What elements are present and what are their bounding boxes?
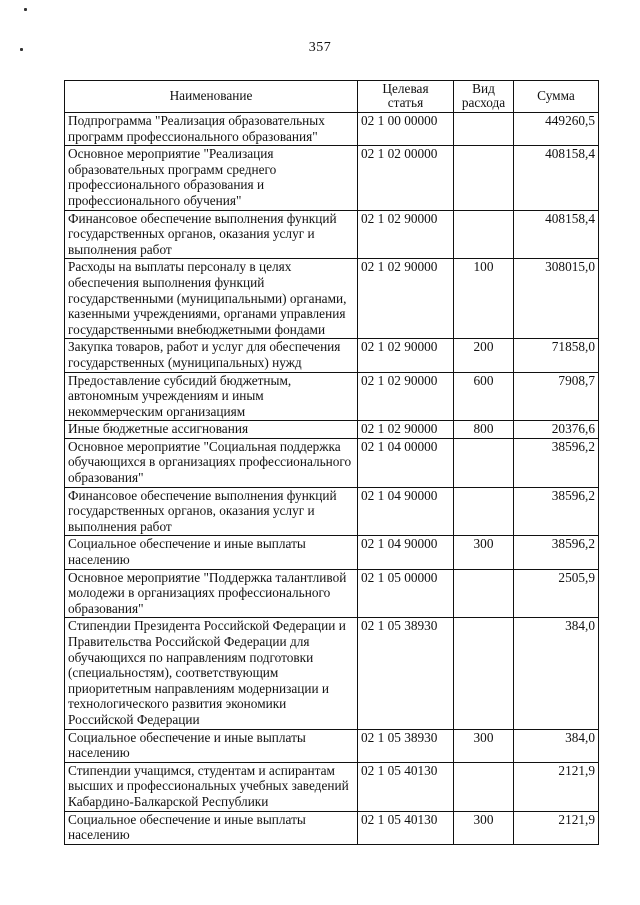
row-target-article: 02 1 04 00000 <box>358 438 454 487</box>
header-code-line1: Целевая <box>382 81 429 96</box>
row-name: Финансовое обеспечение выполнения функций государственных органов, оказания услуг и выполнения работ <box>65 210 358 259</box>
row-target-article: 02 1 04 90000 <box>358 536 454 569</box>
scan-speck <box>24 8 27 11</box>
row-target-article: 02 1 02 90000 <box>358 372 454 421</box>
row-target-article: 02 1 05 38930 <box>358 618 454 729</box>
header-sum <box>514 81 599 113</box>
row-expense-type <box>454 113 514 146</box>
row-name: Предоставление субсидий бюджетным, автономным учреждениям и иным некоммерческим организациям <box>65 372 358 421</box>
table-row <box>65 259 599 339</box>
row-sum: 38596,2 <box>514 438 599 487</box>
row-target-article: 02 1 05 40130 <box>358 811 454 844</box>
table-header-row <box>65 81 599 113</box>
row-expense-type: 600 <box>454 372 514 421</box>
row-name: Подпрограмма "Реализация образовательных программ профессионального образования" <box>65 113 358 146</box>
row-expense-type <box>454 762 514 811</box>
table-row <box>65 421 599 439</box>
header-code-line2: статья <box>387 95 424 110</box>
table-row <box>65 618 599 729</box>
row-sum: 384,0 <box>514 729 599 762</box>
row-name: Основное мероприятие "Поддержка талантливой молодежи в организациях профессионального образования" <box>65 569 358 618</box>
row-target-article: 02 1 02 00000 <box>358 146 454 210</box>
row-target-article: 02 1 02 90000 <box>358 421 454 439</box>
row-target-article: 02 1 05 38930 <box>358 729 454 762</box>
row-expense-type <box>454 569 514 618</box>
row-name: Стипендии учащимся, студентам и аспирантам высших и профессиональных учебных заведений Кабардино-Балкарской Республики <box>65 762 358 811</box>
row-target-article: 02 1 02 90000 <box>358 210 454 259</box>
row-sum: 408158,4 <box>514 210 599 259</box>
table-row <box>65 729 599 762</box>
row-target-article: 02 1 04 90000 <box>358 487 454 536</box>
table-row <box>65 438 599 487</box>
row-name: Закупка товаров, работ и услуг для обеспечения государственных (муниципальных) нужд <box>65 339 358 372</box>
row-expense-type <box>454 487 514 536</box>
row-expense-type: 200 <box>454 339 514 372</box>
row-sum: 308015,0 <box>514 259 599 339</box>
row-expense-type: 300 <box>454 811 514 844</box>
row-target-article: 02 1 02 90000 <box>358 259 454 339</box>
table-row <box>65 210 599 259</box>
row-name: Иные бюджетные ассигнования <box>65 421 358 439</box>
table-row <box>65 762 599 811</box>
row-target-article: 02 1 02 90000 <box>358 339 454 372</box>
row-sum: 384,0 <box>514 618 599 729</box>
row-sum: 38596,2 <box>514 487 599 536</box>
row-expense-type: 800 <box>454 421 514 439</box>
table-row <box>65 339 599 372</box>
table-row <box>65 536 599 569</box>
row-expense-type: 300 <box>454 536 514 569</box>
row-name: Социальное обеспечение и иные выплаты населению <box>65 811 358 844</box>
row-name: Социальное обеспечение и иные выплаты населению <box>65 536 358 569</box>
row-expense-type <box>454 146 514 210</box>
row-target-article: 02 1 05 40130 <box>358 762 454 811</box>
row-sum: 7908,7 <box>514 372 599 421</box>
table-row <box>65 146 599 210</box>
header-expense-type <box>454 81 514 113</box>
row-expense-type: 300 <box>454 729 514 762</box>
row-expense-type <box>454 438 514 487</box>
table-row <box>65 811 599 844</box>
header-name <box>65 81 358 113</box>
page-number: 357 <box>308 40 332 55</box>
row-name: Финансовое обеспечение выполнения функций государственных органов, оказания услуг и выполнения работ <box>65 487 358 536</box>
row-sum: 2121,9 <box>514 811 599 844</box>
row-sum: 38596,2 <box>514 536 599 569</box>
row-sum: 71858,0 <box>514 339 599 372</box>
row-name: Социальное обеспечение и иные выплаты населению <box>65 729 358 762</box>
row-sum: 449260,5 <box>514 113 599 146</box>
header-target-article <box>358 81 454 113</box>
header-type-line2: расхода <box>461 95 506 110</box>
header-sum-label: Сумма <box>537 88 575 103</box>
row-name: Основное мероприятие "Социальная поддержка обучающихся в организациях профессионального образования" <box>65 438 358 487</box>
row-target-article: 02 1 05 00000 <box>358 569 454 618</box>
row-sum: 2121,9 <box>514 762 599 811</box>
row-name: Основное мероприятие "Реализация образовательных программ среднего профессионального образования и профессионального обучения" <box>65 146 358 210</box>
row-name: Стипендии Президента Российской Федерации и Правительства Российской Федерации для обучающихся по направлениям подготовки (специальностям), соответствующим приоритетным направлениям модернизации и технологического развития экономики Российской Федерации <box>65 618 358 729</box>
budget-table <box>64 80 599 845</box>
row-sum: 408158,4 <box>514 146 599 210</box>
row-expense-type: 100 <box>454 259 514 339</box>
table-row <box>65 372 599 421</box>
header-name-label: Наименование <box>169 88 253 103</box>
table-row <box>65 569 599 618</box>
table-row <box>65 113 599 146</box>
row-sum: 20376,6 <box>514 421 599 439</box>
header-type-line1: Вид <box>472 81 495 96</box>
row-target-article: 02 1 00 00000 <box>358 113 454 146</box>
row-name: Расходы на выплаты персоналу в целях обеспечения выполнения функций государственными (муниципальными) органами, казенными учреждениями, органами управления государственными внебюджетными фондами <box>65 259 358 339</box>
row-expense-type <box>454 210 514 259</box>
row-expense-type <box>454 618 514 729</box>
table-row <box>65 487 599 536</box>
row-sum: 2505,9 <box>514 569 599 618</box>
